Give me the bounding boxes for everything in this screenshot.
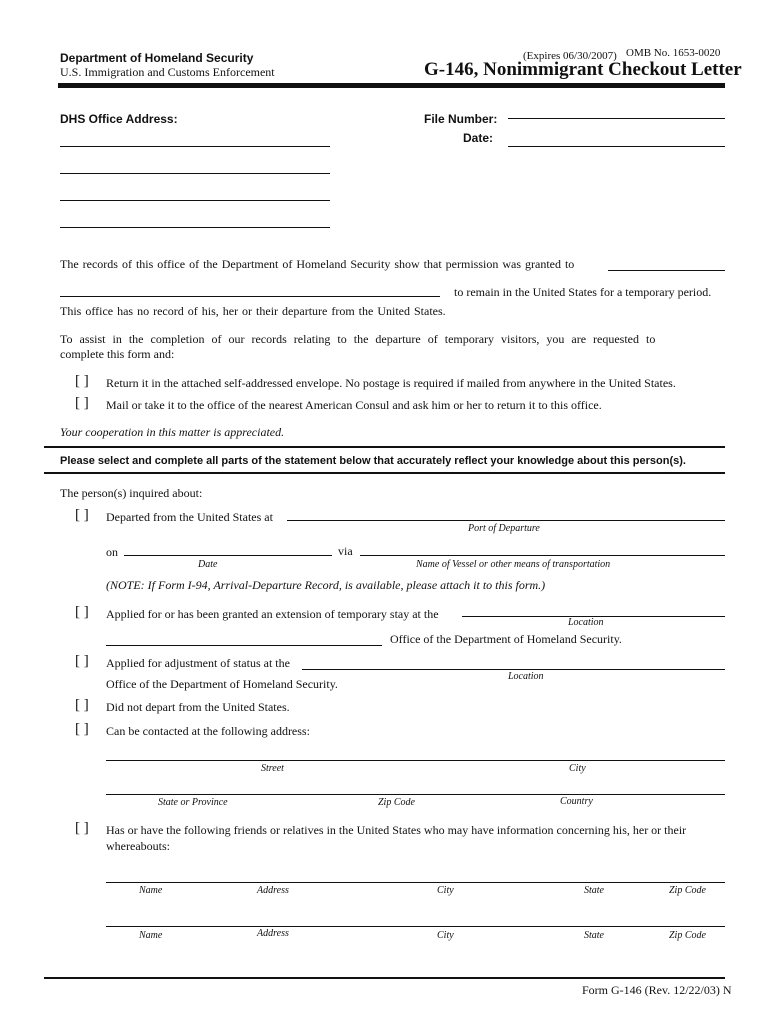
statement-heading: Please select and complete all parts of the statement below that accurately reflect your knowledge about this person(s). bbox=[60, 455, 686, 467]
via-label: via bbox=[338, 544, 353, 558]
contact-address-label: Can be contacted at the following address: bbox=[106, 724, 310, 738]
vessel-caption: Name of Vessel or other means of transportation bbox=[416, 559, 611, 570]
relative-row-2-field[interactable] bbox=[106, 926, 725, 927]
did-not-depart-checkbox[interactable]: [ ] bbox=[75, 697, 89, 713]
option-return-label: Return it in the attached self-addressed envelope. No postage is required if mailed from anywhere in the United States. bbox=[106, 376, 676, 390]
remain-sentence: to remain in the United States for a temporary period. bbox=[454, 285, 712, 299]
relative-row-1-field[interactable] bbox=[106, 882, 725, 883]
date-field[interactable] bbox=[508, 146, 725, 147]
relative-2-zip-caption: Zip Code bbox=[669, 930, 706, 941]
relative-1-address-caption: Address bbox=[257, 885, 289, 896]
relative-2-state-caption: State bbox=[584, 930, 604, 941]
state-province-caption: State or Province bbox=[158, 797, 228, 808]
granted-to-field[interactable] bbox=[608, 270, 725, 271]
option-return-checkbox[interactable]: [ ] bbox=[75, 373, 89, 389]
state-zip-country-field[interactable] bbox=[106, 794, 725, 795]
extension-checkbox[interactable]: [ ] bbox=[75, 604, 89, 620]
zip-caption: Zip Code bbox=[378, 797, 415, 808]
relative-1-state-caption: State bbox=[584, 885, 604, 896]
statement-top-rule bbox=[44, 446, 725, 448]
agency-name: Department of Homeland Security bbox=[60, 51, 254, 65]
address-line-3[interactable] bbox=[60, 200, 330, 201]
relative-1-name-caption: Name bbox=[139, 885, 163, 896]
assist-sentence-2: complete this form and: bbox=[60, 347, 175, 361]
footer-rule bbox=[44, 977, 725, 979]
relative-2-name-caption: Name bbox=[139, 930, 163, 941]
relative-2-address-caption: Address bbox=[257, 928, 289, 939]
date-caption: Date bbox=[198, 559, 218, 570]
street-caption: Street bbox=[261, 763, 284, 774]
did-not-depart-label: Did not depart from the United States. bbox=[106, 700, 290, 714]
file-number-field[interactable] bbox=[508, 118, 725, 119]
i94-note: (NOTE: If Form I-94, Arrival-Departure Record, is available, please attach it to this form.) bbox=[106, 578, 546, 592]
extension-location-caption: Location bbox=[568, 617, 604, 628]
inquired-about-label: The person(s) inquired about: bbox=[60, 486, 203, 500]
address-line-4[interactable] bbox=[60, 227, 330, 228]
city-caption: City bbox=[569, 763, 586, 774]
adjustment-checkbox[interactable]: [ ] bbox=[75, 653, 89, 669]
assist-sentence-1: To assist in the completion of our records relating to the departure of temporary visitors, you are requested to bbox=[60, 332, 656, 346]
country-caption: Country bbox=[560, 796, 593, 807]
extension-office-field[interactable] bbox=[106, 645, 382, 646]
departure-date-field[interactable] bbox=[124, 555, 332, 556]
extension-office-label: Office of the Department of Homeland Security. bbox=[390, 632, 622, 646]
address-line-2[interactable] bbox=[60, 173, 330, 174]
on-label: on bbox=[106, 545, 118, 559]
adjustment-office-label: Office of the Department of Homeland Security. bbox=[106, 677, 338, 691]
dhs-office-address-label: DHS Office Address: bbox=[60, 112, 178, 126]
option-mail-label: Mail or take it to the office of the nearest American Consul and ask him or her to return it to this office. bbox=[106, 398, 602, 412]
adjustment-location-caption: Location bbox=[508, 671, 544, 682]
no-record-sentence: This office has no record of his, her or their departure from the United States. bbox=[60, 304, 446, 318]
form-revision: Form G-146 (Rev. 12/22/03) N bbox=[582, 983, 732, 997]
vessel-field[interactable] bbox=[360, 555, 725, 556]
street-city-field[interactable] bbox=[106, 760, 725, 761]
adjustment-label: Applied for adjustment of status at the bbox=[106, 656, 290, 670]
relatives-label-1: Has or have the following friends or relatives in the United States who may have information concerning his, her or their bbox=[106, 823, 687, 837]
date-label: Date: bbox=[463, 131, 494, 145]
expiration-date: (Expires 06/30/2007) bbox=[523, 50, 617, 62]
relative-1-zip-caption: Zip Code bbox=[669, 885, 706, 896]
contact-address-checkbox[interactable]: [ ] bbox=[75, 721, 89, 737]
port-of-departure-field[interactable] bbox=[287, 520, 725, 521]
relative-2-city-caption: City bbox=[437, 930, 454, 941]
subagency-name: U.S. Immigration and Customs Enforcement bbox=[60, 65, 275, 79]
header-rule bbox=[58, 83, 725, 88]
omb-number: OMB No. 1653-0020 bbox=[626, 47, 721, 59]
cooperation-note: Your cooperation in this matter is appreciated. bbox=[60, 425, 285, 439]
person-name-field[interactable] bbox=[60, 296, 440, 297]
records-sentence: The records of this office of the Department of Homeland Security show that permission was granted to bbox=[60, 257, 575, 271]
form-title: G-146, Nonimmigrant Checkout Letter bbox=[424, 59, 742, 80]
relatives-checkbox[interactable]: [ ] bbox=[75, 820, 89, 836]
relative-1-city-caption: City bbox=[437, 885, 454, 896]
departed-label: Departed from the United States at bbox=[106, 510, 273, 524]
extension-label: Applied for or has been granted an extension of temporary stay at the bbox=[106, 607, 439, 621]
adjustment-location-field[interactable] bbox=[302, 669, 725, 670]
address-line-1[interactable] bbox=[60, 146, 330, 147]
option-mail-checkbox[interactable]: [ ] bbox=[75, 395, 89, 411]
port-of-departure-caption: Port of Departure bbox=[468, 523, 540, 534]
file-number-label: File Number: bbox=[424, 112, 498, 126]
relatives-label-2: whereabouts: bbox=[106, 839, 170, 853]
statement-bottom-rule bbox=[44, 472, 725, 474]
departed-checkbox[interactable]: [ ] bbox=[75, 507, 89, 523]
